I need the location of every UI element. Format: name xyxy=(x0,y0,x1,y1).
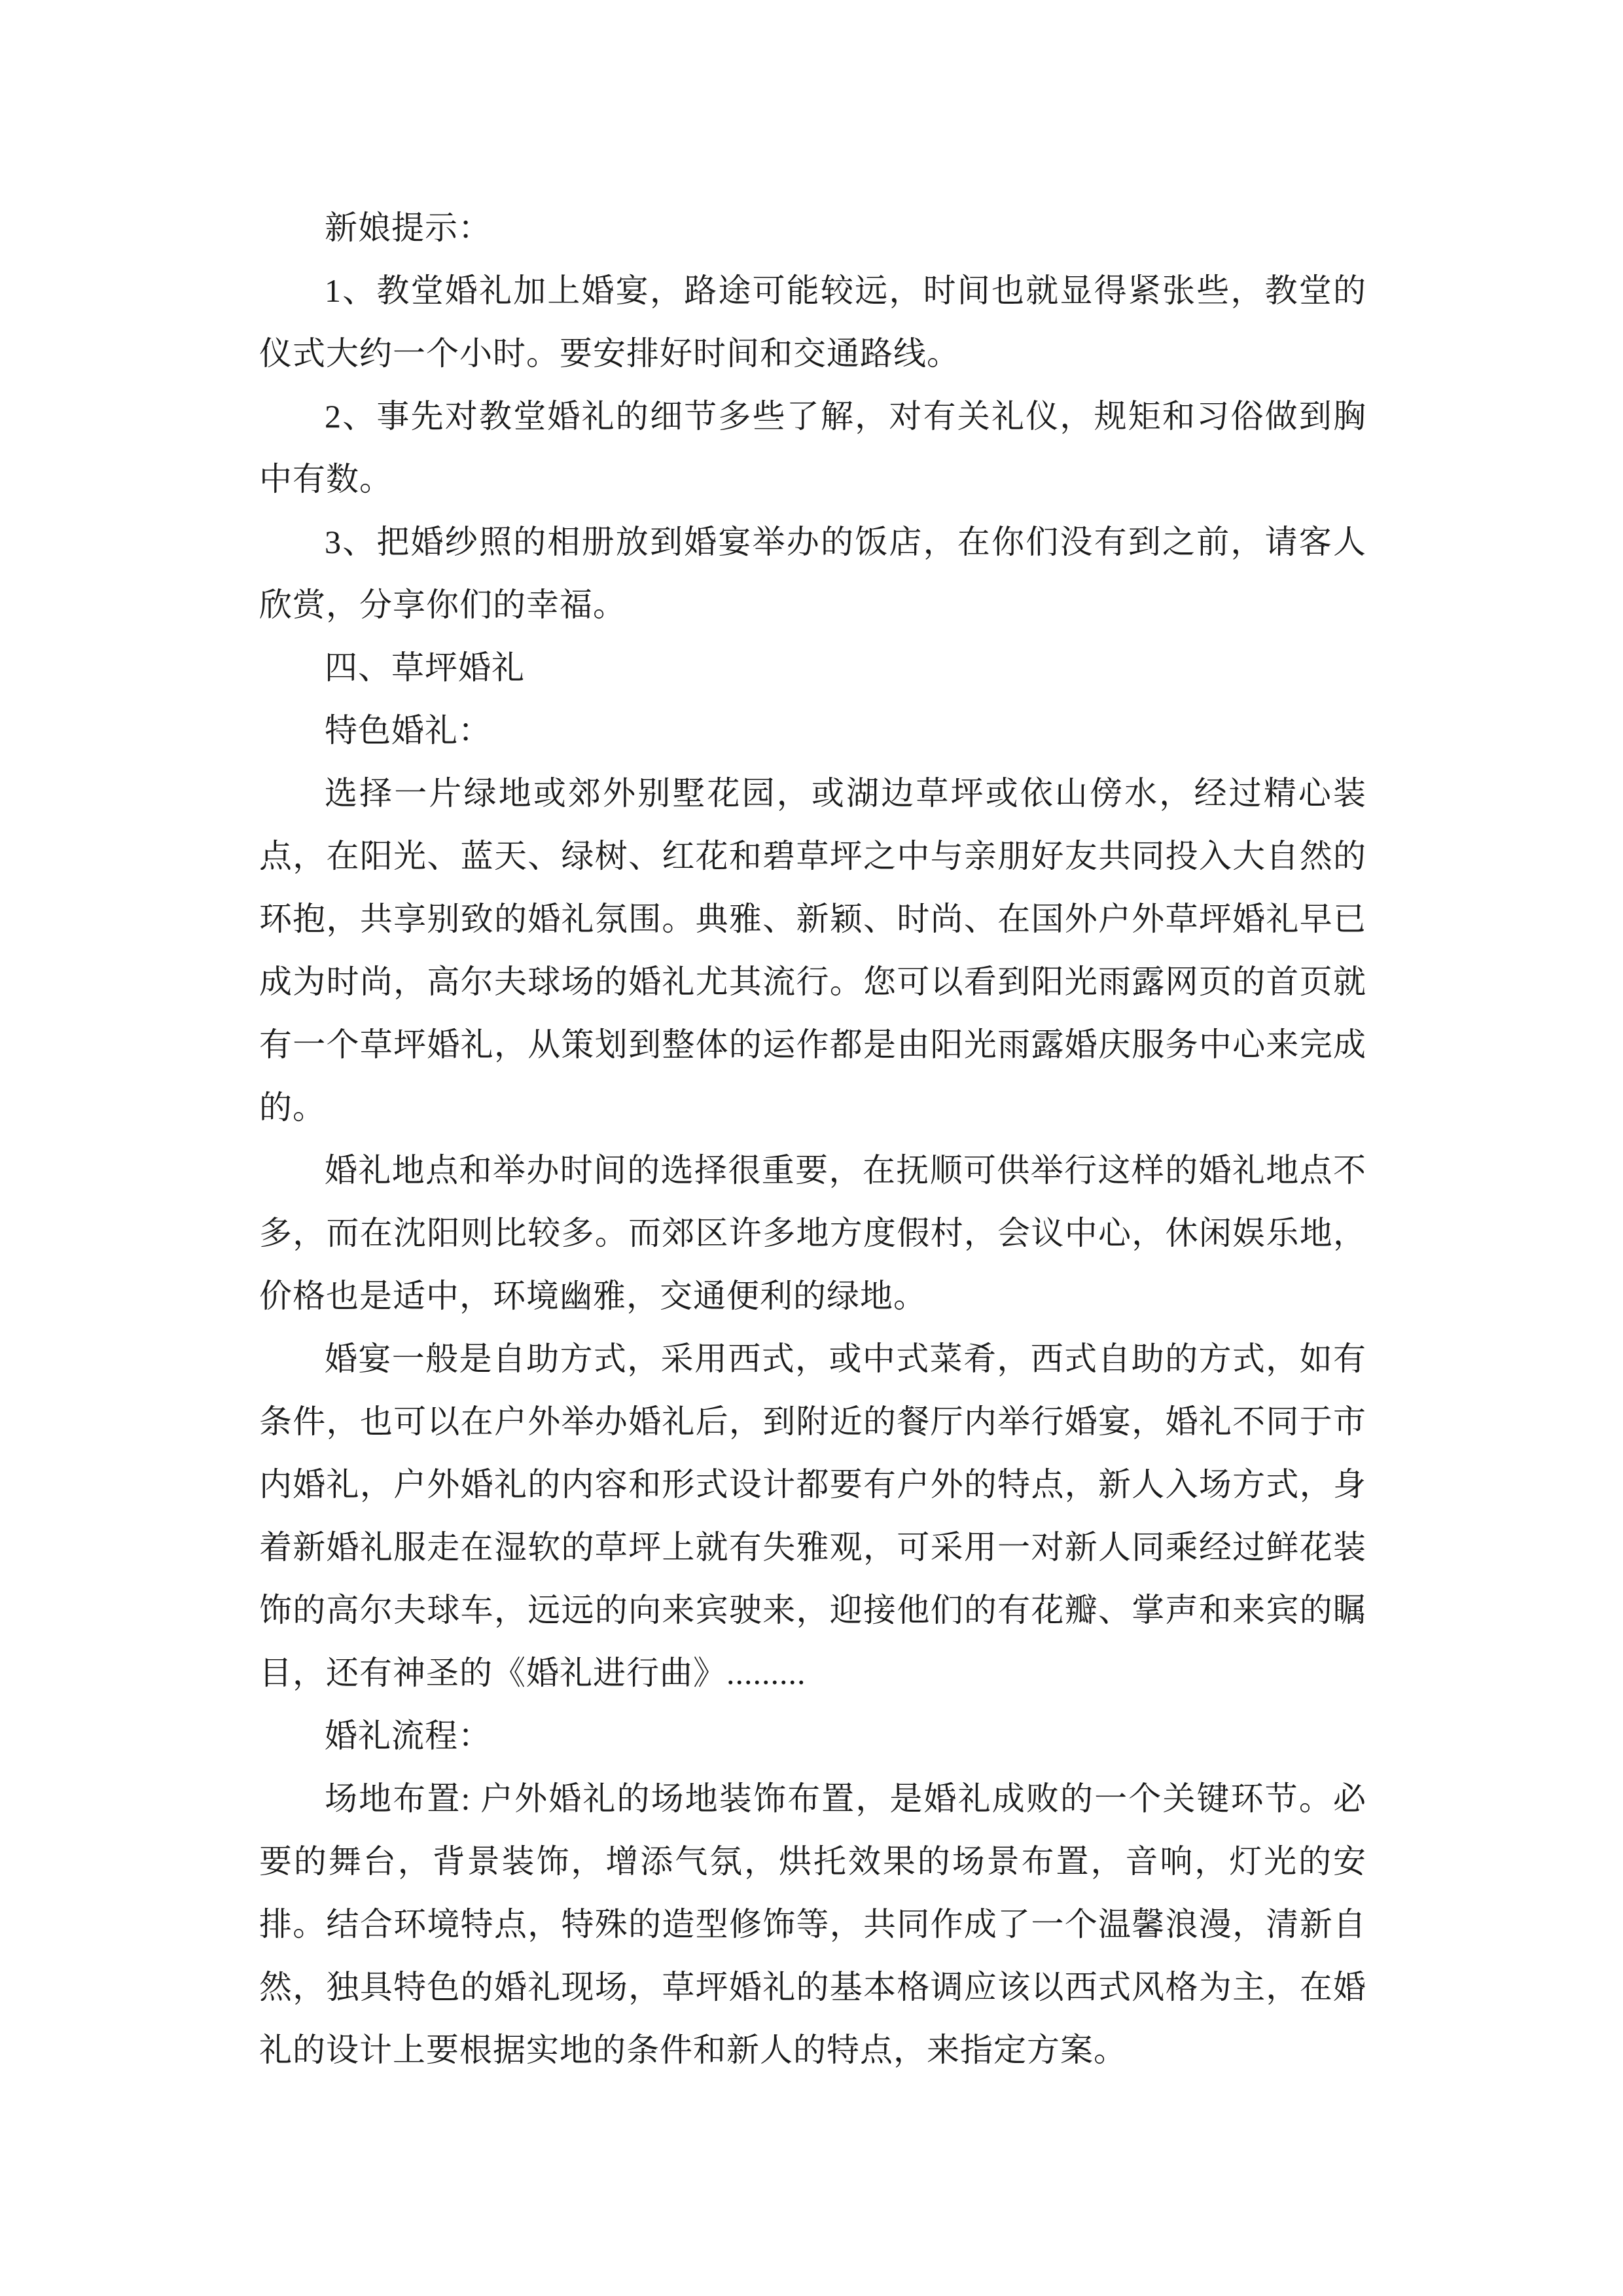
tip-1-paragraph: 1、教堂婚礼加上婚宴，路途可能较远，时间也就显得紧张些，教堂的仪式大约一个小时。要安排好时间和交通路线。 xyxy=(259,272,1366,372)
wedding-process-heading: 婚礼流程： xyxy=(325,1717,491,1754)
tip-2-paragraph: 2、事先对教堂婚礼的细节多些了解，对有关礼仪，规矩和习俗做到胸中有数。 xyxy=(259,398,1366,497)
tip-3-paragraph: 3、把婚纱照的相册放到婚宴举办的饭店，在你们没有到之前，请客人欣赏，分享你们的幸福。 xyxy=(259,524,1366,623)
location-time-paragraph: 婚礼地点和举办时间的选择很重要，在抚顺可供举行这样的婚礼地点不多，而在沈阳则比较多。而郊区许多地方度假村，会议中心，休闲娱乐地，价格也是适中，环境幽雅，交通便利的绿地。 xyxy=(259,1152,1366,1314)
section-4-heading: 四、草坪婚礼 xyxy=(325,649,525,686)
bride-tips-heading: 新娘提示： xyxy=(325,209,491,246)
banquet-style-paragraph: 婚宴一般是自助方式，采用西式，或中式菜肴，西式自助的方式，如有条件，也可以在户外举办婚礼后，到附近的餐厅内举行婚宴，婚礼不同于市内婚礼，户外婚礼的内容和形式设计都要有户外的特点，新人入场方式，身着新婚礼服走在湿软的草坪上就有失雅观，可采用一对新人同乘经过鲜花装饰的高尔夫球车，远远的向来宾驶来，迎接他们的有花瓣、掌声和来宾的瞩目，还有神圣的《婚礼进行曲》......... xyxy=(259,1340,1366,1691)
featured-wedding-heading: 特色婚礼： xyxy=(325,712,491,749)
lawn-wedding-intro-paragraph: 选择一片绿地或郊外别墅花园，或湖边草坪或依山傍水，经过精心装点，在阳光、蓝天、绿树、红花和碧草坪之中与亲朋好友共同投入大自然的环抱，共享别致的婚礼氛围。典雅、新颖、时尚、在国外户外草坪婚礼早已成为时尚，高尔夫球场的婚礼尤其流行。您可以看到阳光雨露网页的首页就有一个草坪婚礼，从策划到整体的运作都是由阳光雨露婚庆服务中心来完成的。 xyxy=(259,775,1366,1126)
venue-setup-paragraph: 场地布置: 户外婚礼的场地装饰布置，是婚礼成败的一个关键环节。必要的舞台，背景装饰，增添气氛，烘托效果的场景布置，音响，灯光的安排。结合环境特点，特殊的造型修饰等，共同作成了一个温馨浪漫，清新自然，独具特色的婚礼现场，草坪婚礼的基本格调应该以西式风格为主，在婚礼的设计上要根据实地的条件和新人的特点，来指定方案。 xyxy=(259,1780,1366,2068)
